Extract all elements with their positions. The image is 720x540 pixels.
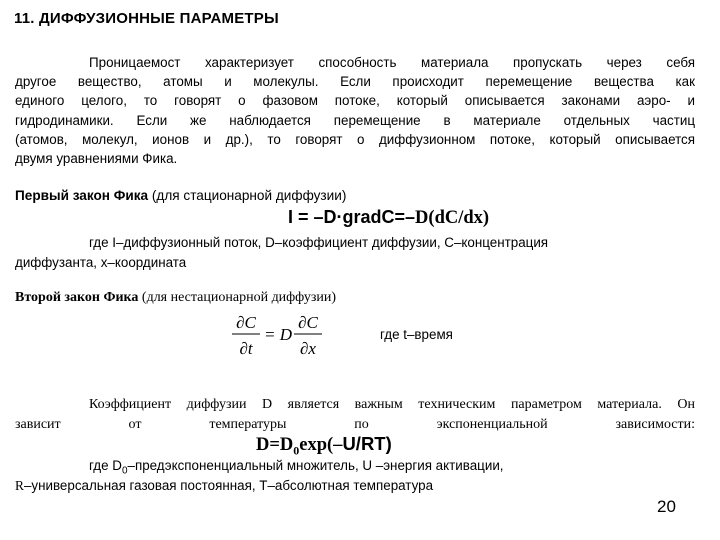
eq-rhs-numerator: ∂C [298, 313, 318, 332]
arrhenius-eq-a: D=D [256, 435, 294, 455]
second-law-equation [228, 308, 328, 362]
slide-title: 11. ДИФФУЗИОННЫЕ ПАРАМЕТРЫ [14, 10, 279, 27]
coefficient-line-2: зависит от температуры по экспоненциальной зависимости: [15, 417, 695, 432]
arrhenius-legend-rest: –универсальная газовая постоянная, Т–абсолютная температура [23, 478, 434, 493]
coefficient-line-1: Коэффициент диффузии D является важным техническим параметром материала. Он [89, 397, 695, 412]
intro-line-6: двумя уравнениями Фика. [15, 151, 178, 167]
intro-line-2: другое вещество, атомы и молекулы. Если происходит перемещение вещества как [15, 74, 695, 90]
first-law-equation-main: I = –D·gradC=– [288, 207, 416, 227]
arrhenius-eq-sub: 0 [293, 443, 300, 458]
first-law-legend-line-1: где I–диффузионный поток, D–коэффициент диффузии, С–концентрация [89, 235, 549, 250]
second-law-heading-bold: Второй закон Фика [15, 290, 139, 305]
arrhenius-equation [256, 433, 392, 459]
arrhenius-legend-line-1 [89, 458, 504, 477]
first-law-heading [15, 188, 346, 203]
second-law-heading [15, 290, 336, 306]
first-law-equation [288, 207, 489, 229]
intro-line-3: единого целого, то говорят о фазовом потоке, который описывается законами аэро- и [15, 93, 695, 109]
intro-line-4: гидродинамики. Если же наблюдается перемещение в материале отдельных частиц [15, 112, 695, 128]
eq-rhs-denominator: ∂x [300, 339, 316, 358]
arrhenius-legend-sub: 0 [121, 465, 128, 477]
first-law-equation-tail: D(dC/dx) [415, 208, 490, 228]
arrhenius-legend-post: –предэкспоненциальный множитель, U –энергия активации, [127, 458, 504, 473]
first-law-heading-rest: (для стационарной диффузии) [148, 188, 347, 203]
arrhenius-legend-r: R [15, 478, 24, 493]
page-number: 20 [657, 497, 676, 516]
arrhenius-eq-c: U/RT) [342, 433, 392, 454]
second-law-heading-rest: (для нестационарной диффузии) [138, 290, 337, 305]
coefficient-paragraph [15, 395, 695, 435]
arrhenius-eq-b: exp(– [299, 435, 343, 455]
time-note: где t–время [380, 327, 453, 342]
first-law-heading-bold: Первый закон Фика [15, 188, 149, 203]
eq-lhs-denominator: ∂t [239, 339, 253, 358]
first-law-legend-line-2: диффузанта, x–координата [15, 255, 187, 270]
eq-lhs-numerator: ∂C [236, 313, 256, 332]
intro-paragraph [15, 53, 695, 168]
intro-line-5: (атомов, молекул, ионов и др.), то говорят о диффузионном потоке, который описывается [15, 131, 695, 147]
arrhenius-legend-pre: где D [89, 458, 122, 473]
arrhenius-legend-line-2 [15, 478, 433, 494]
eq-equals-d: = D [264, 325, 292, 344]
intro-line-1: Проницаемост характеризует способность материала пропускать через себя [89, 55, 695, 70]
